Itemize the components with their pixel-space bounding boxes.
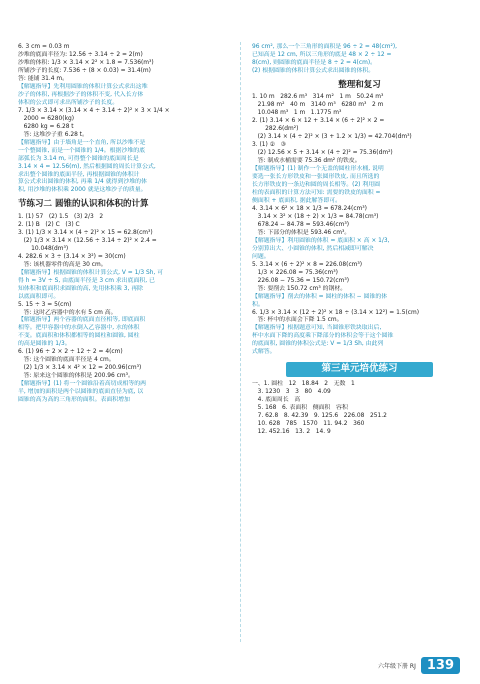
answer-line: 一、1. 圆柱 12 18.84 2 无数 1 <box>252 381 355 388</box>
answer-line: 答: 该机器零件的高是 30 cm。 <box>18 261 107 268</box>
hint-line: 要选一张长方形铁皮和一张圆形铁皮, 而且所选的 <box>252 174 380 181</box>
answer-line: 3. 1230 3 3 80 4.09 <box>252 389 331 396</box>
answer-line: 10.048(dm³) <box>18 245 69 252</box>
answer-line: 答: 要削去 150.72 cm³ 的钢材。 <box>252 285 347 292</box>
answer-line: 678.24 − 84.78 = 593.46(cm³) <box>252 221 350 228</box>
answer-line: 答: 杯中的水面会下降 1.5 cm。 <box>252 317 343 324</box>
hint-line: 分别算出大、小圆锥的体积, 然后相减即可解决 <box>252 245 374 252</box>
hint-line: 【解题指导】(1) 制作一个无盖的圆柱形水桶, 说明 <box>252 166 384 173</box>
hint-line: 【解题指导】(1) 将一个圆锥沿着高切成相等的两 <box>18 381 147 388</box>
hint-line: 【解题指导】根据圆锥的体积计算公式, V = 1/3 Sh, 可 <box>18 269 164 276</box>
answer-line: 沙堆的体积: 1/3 × 3.14 × 2² × 1.8 = 7.536(m³) <box>18 59 154 66</box>
answer-line: 答: 制成水桶需要 75.36 dm² 的铁皮。 <box>252 158 361 165</box>
hint-line: 圆锥的高为高的三角形的面积。表面积增加 <box>18 397 130 404</box>
answer-line: 4. 282.6 × 3 ÷ (3.14 × 3²) = 30(cm) <box>18 253 126 260</box>
grade-label: 六年级下册 RJ <box>378 663 416 670</box>
section-heading: 节练习二 圆锥的认识和体积的计算 <box>18 199 149 210</box>
hint-line: 的底面积, 圆锥的体积公式是: V = 1/3 Sh, 由此列 <box>252 341 384 348</box>
hint-line: 【解题指导】由于墙角是一个直角, 所以沙堆不是 <box>18 139 146 146</box>
answer-line: 21.98 m² 40 m 3140 m³ 6280 m³ 2 m <box>252 102 384 109</box>
hint-line: 一个整圆锥, 而是一个圆锥的 1/4。根据沙堆的底 <box>18 147 146 154</box>
answer-line: 10.048 m³ 1 m 1.1775 m³ <box>252 110 342 117</box>
answer-line: 3. (1) ② ③ <box>252 142 286 149</box>
unit-heading: 第三单元培优练习 <box>286 362 433 377</box>
column-divider <box>240 42 241 642</box>
answer-line: 10. 628 785 1570 11. 94.2 360 <box>252 420 365 427</box>
answer-line: (2) 12.56 × 5 + 3.14 × (4 ÷ 2)² = 75.36(dm²) <box>252 150 393 157</box>
answer-line: 3. (1) 1/3 × 3.14 × (4 ÷ 2)² × 15 = 62.8(cm³) <box>18 229 153 236</box>
answer-line: 6280 kg = 6.28 t <box>18 123 74 130</box>
answer-line: 2000 = 6280(kg) <box>18 115 75 122</box>
hint-line: 求出整个圆锥的底面半径, 再根据圆锥的体积计 <box>18 171 140 178</box>
answer-line: 沙堆的底面半径为: 12.56 ÷ 3.14 ÷ 2 = 2(m) <box>18 51 143 58</box>
hint-line: 3.14 × 4 = 12.56(m), 然后根据圆的周长计算公式, <box>18 163 156 170</box>
answer-line: 282.6(dm²) <box>252 126 299 133</box>
hint-line: 不变。底面积和体积都相等的圆柱和圆锥, 圆柱 <box>18 333 140 340</box>
hint-line: 部弧长为 3.14 m, 可得整个圆锥的底面周长是 <box>18 155 139 162</box>
page-number: 139 <box>421 657 460 674</box>
answer-line: 答: 能铺 31.4 m。 <box>18 75 69 82</box>
hint-line: 【解题指导】根据题意可知, 当圆锥形铁块取出后, <box>252 325 382 332</box>
hint-line: 【解题指导】削去的体积 = 圆柱的体积 − 圆锥的体 <box>252 293 388 300</box>
answer-line: (2) 3.14 × (4 ÷ 2)² × (3 + 1.2 × 1/3) = 42.704(dm³) <box>252 134 412 141</box>
answer-line: 2. (1) 3.14 × 6 × 12 + 3.14 × (6 ÷ 2)² × 2 = <box>252 118 385 125</box>
hint-line: 相等。把甲容器中的水倒入乙容器中, 水的体积 <box>18 325 140 332</box>
section-heading: 整理和复习 <box>338 79 381 90</box>
hint-line: 体积的公式即可求出所铺沙子的长度。 <box>18 99 119 106</box>
answer-line: 7. 1/3 × 3.14 × (3.14 × 4 ÷ 3.14 ÷ 2)² × 3 × 1/4 × <box>18 107 170 114</box>
answer-line: 5. 15 ÷ 3 = 5(cm) <box>18 301 72 308</box>
hint-line: 96 cm², 那么一个三角形的面积是 96 ÷ 2 = 48(cm²), <box>252 44 398 50</box>
hint-line: 积, 用沙堆的体积乘 2000 就是这堆沙子的质量。 <box>18 187 147 194</box>
hint-line: 以底面积即可。 <box>18 293 60 300</box>
hint-line: 沙子的体积, 再根据沙子的体积不变, 代入长方体 <box>18 91 144 98</box>
hint-line: 知体积和底面积求圆锥的高, 先用体积乘 3, 再除 <box>18 285 144 292</box>
left-column <box>18 44 233 405</box>
hint-line: 【解题指导】两个容器的底面直径相等, 即底面积 <box>18 317 146 324</box>
hint-line: 式解答。 <box>252 349 276 356</box>
hint-line: 问题。 <box>252 253 270 260</box>
answer-line: 4. 3.14 × 6² × 18 × 1/3 = 678.24(cm³) <box>252 205 367 212</box>
answer-line: 6. 3 cm = 0.03 m <box>18 44 70 50</box>
right-column <box>252 44 467 437</box>
hint-line: 8(cm), 则圆锥的底面半径是 8 ÷ 2 = 4(cm)。 <box>252 59 377 66</box>
answer-line: 所铺沙子的长度: 7.536 ÷ (8 × 0.03) = 31.4(m) <box>18 67 151 74</box>
hint-line: 已知高是 12 cm, 所以三角形的底是 48 × 2 ÷ 12 = <box>252 51 392 58</box>
answer-line: (2) 1/3 × 3.14 × 4² × 12 = 200.96(cm³) <box>18 365 142 372</box>
answer-line: 6. (1) 96 ÷ 2 × 2 ÷ 12 ÷ 2 = 4(cm) <box>18 349 123 356</box>
answer-line: 12. 452.16 13. 2 14. 9 <box>252 428 331 435</box>
hint-line: 杯中水面下降的高度乘下降部分的体积会等于这个圆锥 <box>252 333 394 340</box>
answer-line: 答: 这个圆锥的底面半径是 4 cm。 <box>18 357 115 364</box>
hint-line: 算公式求出圆锥的体积, 再乘 1/4 就得到沙堆的体 <box>18 179 147 186</box>
hint-line: 半, 增加的面积是两个以圆锥的底面直径为底, 以 <box>18 389 144 396</box>
hint-line: 得 h = 3V ÷ S, 由底面半径是 3 cm 求出底面积, 已 <box>18 277 155 284</box>
hint-line: 【解题指导】先利用圆锥的体积计算公式求出这堆 <box>18 83 148 90</box>
hint-line: 侧面积 + 底面积, 据此解答即可。 <box>252 197 342 204</box>
hint-line: 的高是圆锥的 1/3。 <box>18 341 71 348</box>
answer-line: 6. 1/3 × 3.14 × (12 ÷ 2)² × 18 ÷ (3.14 × 12²) = 1.5(cm) <box>252 309 420 316</box>
answer-line: 1/3 × 226.08 = 75.36(cm³) <box>252 269 338 276</box>
answer-line: 4. 底面周长 高 <box>252 397 301 404</box>
answer-line: 答: 原来这个圆锥的体积是 200.96 cm³。 <box>18 373 134 380</box>
answer-line: 5. 3.14 × (6 ÷ 2)² × 8 = 226.08(cm³) <box>252 261 363 268</box>
answer-line: 1. (1) 57 (2) 1.5 (3) 2/3 2 <box>18 213 104 220</box>
answer-line: 答: 这堆沙子重 6.28 t。 <box>18 131 88 138</box>
hint-line: 长方形铁皮的一条边和圆的周长相等。(2) 利用圆 <box>252 182 381 188</box>
answer-line: 2. (1) B (2) C (3) C <box>18 221 80 228</box>
hint-line: (2) 根据圆锥的体积计算公式求出圆锥的体积。 <box>252 67 375 74</box>
hint-line: 柱的表面积的计算方法可知: 需要的铁皮的面积 = <box>252 189 381 196</box>
answer-line: 5. 168 6. 表面积 侧面积 容积 <box>252 405 348 412</box>
page-footer <box>378 657 460 674</box>
hint-line: 【解题指导】利用圆锥的体积 = 底面积 × 高 × 1/3, <box>252 237 390 244</box>
answer-line: 答: 下部分的体积是 593.46 cm³。 <box>252 229 351 236</box>
answer-line: 答: 这时乙容器中的水有 5 cm 高。 <box>18 309 117 316</box>
answer-line: 3.14 × 3² × (18 ÷ 2) × 1/3 = 84.78(cm³) <box>252 213 379 220</box>
hint-line: 积。 <box>252 301 264 308</box>
answer-line: (2) 1/3 × 3.14 × (12.56 ÷ 3.14 ÷ 2)² × 2.4 = <box>18 237 157 244</box>
answer-line: 1. 10 m 282.6 m³ 314 m² 1 m 50.24 m³ <box>252 94 384 101</box>
answer-line: 7. 62.8 8. 42.39 9. 125.6 226.08 251.2 <box>252 413 387 419</box>
answer-line: 226.08 − 75.36 = 150.72(cm³) <box>252 277 350 284</box>
